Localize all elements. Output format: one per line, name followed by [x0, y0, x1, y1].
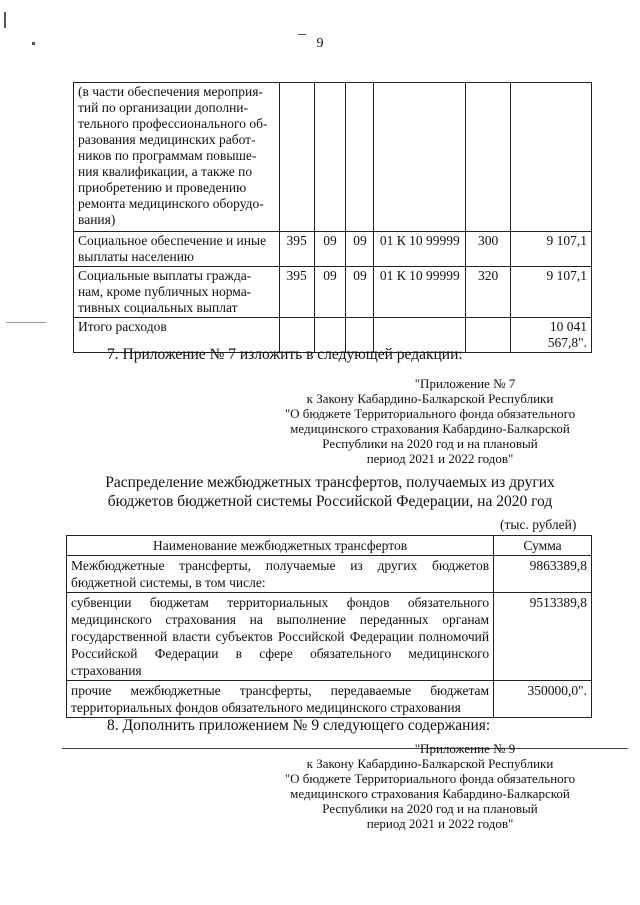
row-name: Социальные выплаты гражда-нам, кроме публичных норма-тивных социальных выплат	[74, 267, 280, 318]
annex-line: "Приложение № 7	[414, 376, 516, 391]
page-number: 9	[316, 36, 324, 51]
cell: 9 107,1	[511, 267, 592, 318]
annex-line: к Закону Кабардино-Балкарской Республики	[306, 391, 554, 406]
row-amount: 350000,0".	[494, 681, 592, 718]
annex-line: "О бюджете Территориального фонда обязательного	[284, 406, 576, 421]
annex-line: медицинского страхования Кабардино-Балкарской	[290, 786, 570, 801]
table-row	[74, 267, 592, 318]
cell	[511, 83, 592, 232]
cell: 09	[346, 232, 374, 267]
row-name: Итого расходов	[74, 318, 280, 353]
cell: 9 107,1	[511, 232, 592, 267]
cell: 320	[466, 267, 511, 318]
annex-line: период 2021 и 2022 годов"	[366, 816, 514, 831]
cell	[466, 83, 511, 232]
row-name: Межбюджетные трансферты, получаемые из других бюджетов бюджетной системы, в том числе:	[67, 556, 494, 593]
title-line: Распределение межбюджетных трансфертов, получаемых из других	[105, 474, 555, 491]
annex-line: период 2021 и 2022 годов"	[366, 451, 514, 466]
cell: 395	[279, 267, 314, 318]
paragraph-8: 8. Дополнить приложением № 9 следующего содержания:	[107, 717, 491, 734]
table-header	[67, 536, 592, 556]
cell: 01 К 10 99999	[374, 267, 466, 318]
scan-mark	[32, 42, 35, 45]
paragraph-7: 7. Приложение № 7 изложить в следующей редакции:	[107, 346, 463, 363]
title-line: бюджетов бюджетной системы Российской Федерации, на 2020 год	[107, 493, 553, 510]
annex-line: "Приложение № 9	[414, 741, 516, 756]
table-row	[67, 593, 592, 681]
row-amount: 9863389,8	[494, 556, 592, 593]
document-title	[60, 473, 600, 511]
row-name: (в части обеспечения мероприя-тий по организации дополни-тельного профессионального об-разования медицинских работ-ников по программам повыше-ния квалификации, а также по приобретению и проведению ремонта медицинского оборудо-вания)	[74, 83, 280, 232]
cell	[374, 83, 466, 232]
annex-9-header	[270, 741, 590, 831]
transfers-table	[66, 535, 592, 718]
annex-7-header	[270, 376, 590, 466]
cell	[346, 83, 374, 232]
annex-line: Республики на 2020 год и на плановый	[322, 436, 538, 451]
annex-line: медицинского страхования Кабардино-Балкарской	[290, 421, 570, 436]
cell: 300	[466, 232, 511, 267]
row-name: Социальное обеспечение и иные выплаты населению	[74, 232, 280, 267]
scan-mark	[4, 12, 6, 28]
table-row	[74, 232, 592, 267]
table-row	[67, 556, 592, 593]
scan-mark	[298, 34, 306, 35]
cell: 395	[279, 232, 314, 267]
cell: 09	[314, 232, 346, 267]
header-cell: Сумма	[494, 536, 592, 556]
scan-mark	[6, 322, 46, 323]
annex-line: Республики на 2020 год и на плановый	[322, 801, 538, 816]
cell: 10 041 567,8".	[511, 318, 592, 353]
header-cell: Наименование межбюджетных трансфертов	[67, 536, 494, 556]
cell: 01 К 10 99999	[374, 232, 466, 267]
expenses-table	[73, 82, 592, 353]
table-row	[74, 83, 592, 232]
row-amount: 9513389,8	[494, 593, 592, 681]
cell	[314, 83, 346, 232]
cell	[466, 318, 511, 353]
units-label: (тыс. рублей)	[500, 517, 577, 532]
cell: 09	[314, 267, 346, 318]
annex-line: к Закону Кабардино-Балкарской Республики	[306, 756, 554, 771]
annex-line: "О бюджете Территориального фонда обязательного	[284, 771, 576, 786]
row-name: субвенции бюджетам территориальных фондов обязательного медицинского страхования на выполнение переданных органам государственной власти субъектов Российской Федерации полномочий Российской Федерации в сфере обязательного медицинского страхования	[67, 593, 494, 681]
table-row	[67, 681, 592, 718]
cell	[279, 83, 314, 232]
cell: 09	[346, 267, 374, 318]
row-name: прочие межбюджетные трансферты, передаваемые бюджетам территориальных фондов обязательного медицинского страхования	[67, 681, 494, 718]
